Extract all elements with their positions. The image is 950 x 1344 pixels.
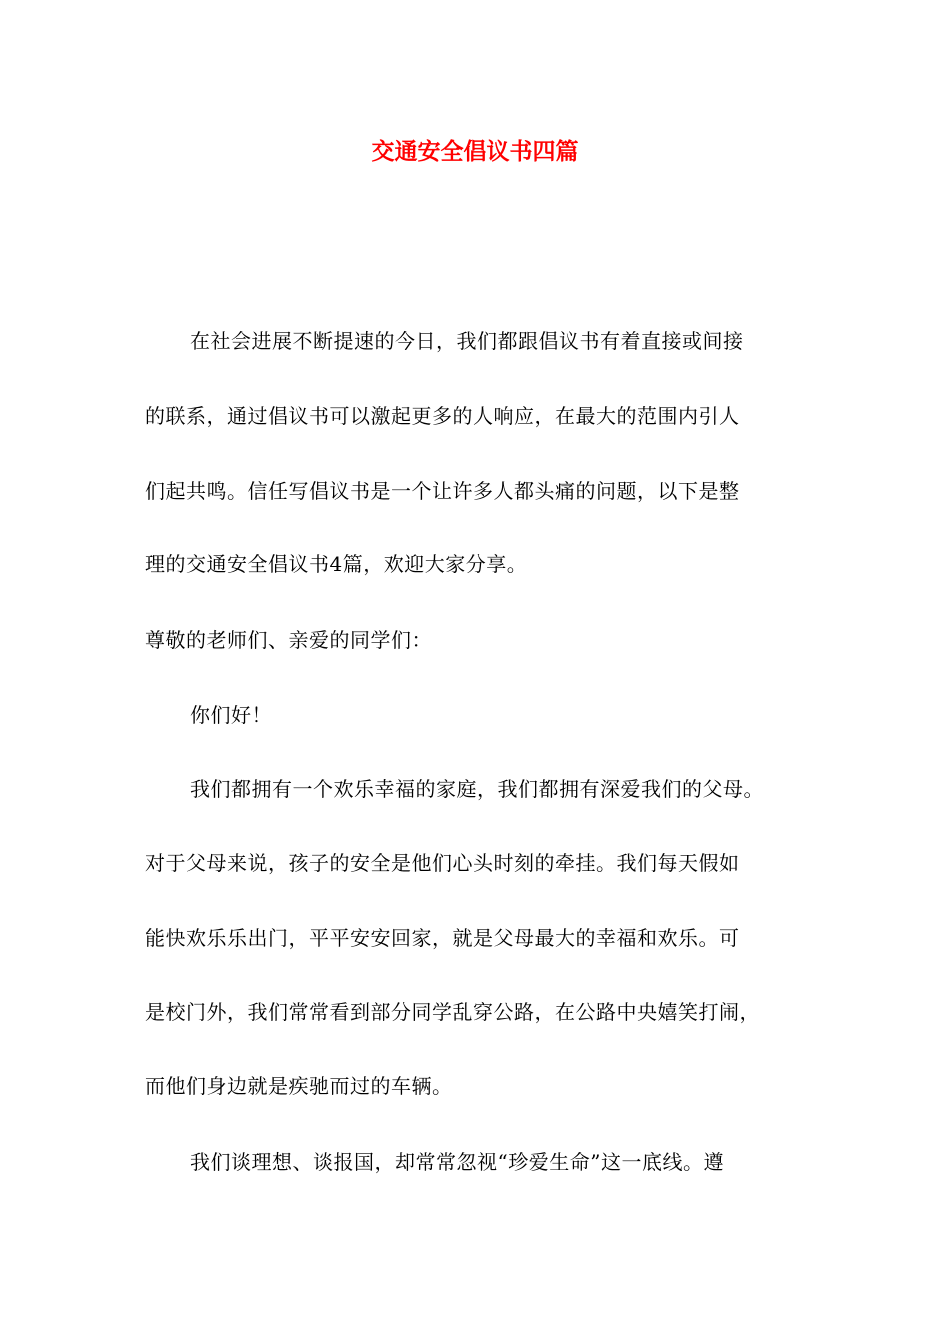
- paragraph-intro-line-1: 在社会进展不断提速的今日，我们都跟倡议书有着直接或间接: [190, 329, 744, 353]
- paragraph-intro-line-2: 的联系，通过倡议书可以激起更多的人响应，在最大的范围内引人: [145, 404, 740, 428]
- paragraph-intro-line-3: 们起共鸣。信任写倡议书是一个让许多人都头痛的问题，以下是整: [145, 479, 740, 503]
- paragraph-family-line-3: 能快欢乐乐出门，平平安安回家，就是父母最大的幸福和欢乐。可: [145, 926, 740, 950]
- paragraph-family-line-4: 是校门外，我们常常看到部分同学乱穿公路，在公路中央嬉笑打闹，: [145, 1000, 760, 1024]
- paragraph-family-line-2: 对于父母来说，孩子的安全是他们心头时刻的牵挂。我们每天假如: [145, 851, 740, 875]
- greeting: 你们好！: [190, 703, 272, 727]
- paragraph-intro-line-4: 理的交通安全倡议书4篇，欢迎大家分享。: [145, 552, 528, 576]
- salutation: 尊敬的老师们、亲爱的同学们：: [145, 628, 432, 652]
- paragraph-family-line-1: 我们都拥有一个欢乐幸福的家庭，我们都拥有深爱我们的父母。: [190, 777, 764, 801]
- document-title: 交通安全倡议书四篇: [371, 139, 579, 165]
- paragraph-ideals-line-1: 我们谈理想、谈报国，却常常忽视“珍爱生命”这一底线。遵: [190, 1150, 724, 1174]
- paragraph-family-line-5: 而他们身边就是疾驰而过的车辆。: [145, 1074, 453, 1098]
